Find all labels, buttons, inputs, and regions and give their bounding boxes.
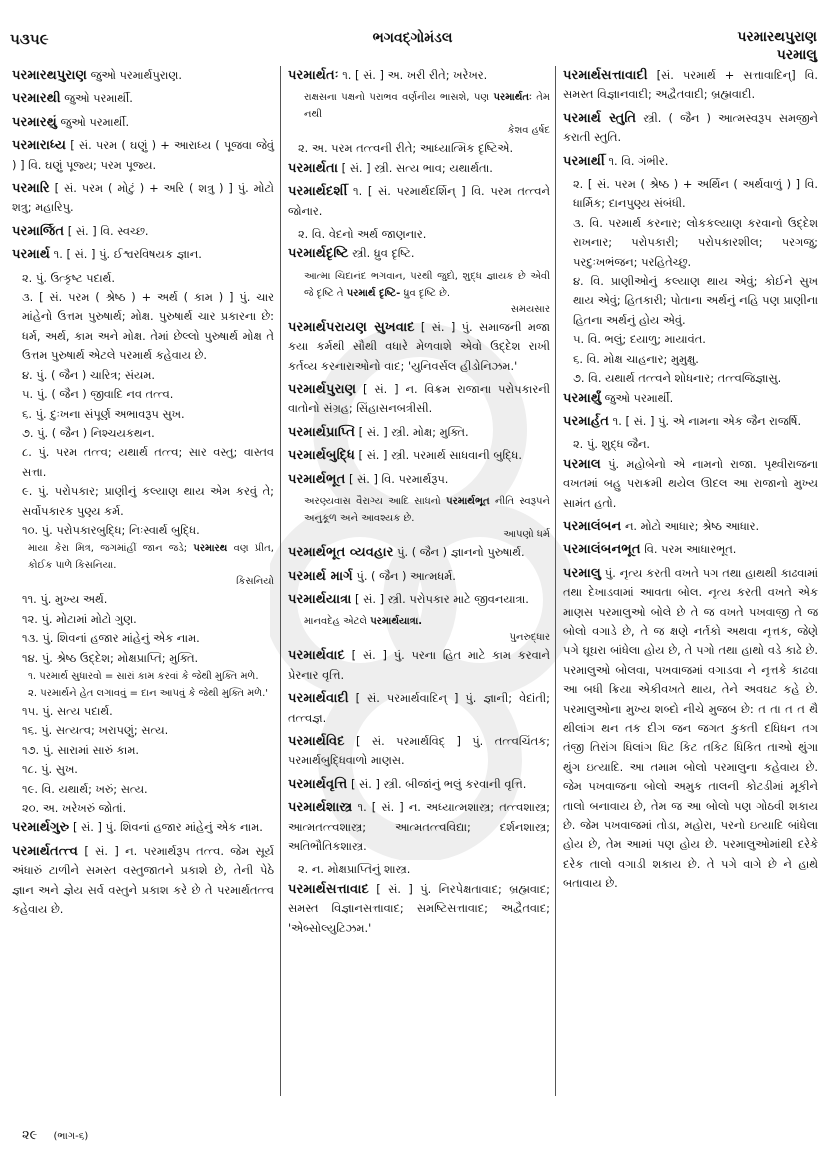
column-1 [12,66,274,923]
definition: [ સં. ] પું. નિરપેક્ષતાવાદ; બ્રહ્મવાદ; સમસ્ત વિજ્ઞાનસત્તાવાદ; સમષ્ટિસત્તાવાદ; અદ્વૈતવાદ; 'એબ્સોલ્યુટિઝમ.' [288,881,551,935]
headword: પરમાર્જિત [12,223,65,239]
dictionary-entry [12,842,274,920]
headword: પરમાર્થતા [288,160,339,176]
dictionary-entry [288,590,550,609]
headword: પરમાર્થભૂત વ્યવહાર [288,545,394,561]
headword: પરમારથપુરાણ [12,68,87,83]
column-3 [563,66,818,898]
definition: પું. મહોબેનો એ નામનો રાજા. પૃથ્વીરાજના વખતમાં બહુ પરાક્રમી થયેલ ઊદલ આ રાજાનો મુખ્ય સામંત હતો. [563,456,818,510]
definition: સ્ત્રી. ( જૈન ) આત્મસ્વરૂપ સમજીને કરાતી સ્તુતિ. [563,110,818,145]
dictionary-entry [563,389,818,408]
definition: [ સં. ] સ્ત્રી. પરમાર્થ સાધવાની બુદ્ધિ. [358,448,522,463]
quote-source: કિસનિયો [236,576,274,588]
headword: પરમાર્થતઃ [288,68,339,83]
dictionary-entry [563,455,818,513]
sense: ૧૫. પું. સત્ય પદાર્થ. [22,703,113,718]
guide-word-last: પરમાલુ [776,47,817,63]
headword: પરમારથું [12,114,57,130]
quote-text: અરણ્યવાસ વૈરાગ્ય આદિ સાધનો [304,496,441,508]
headword: પરમાર્થપુરાણ [288,382,357,398]
dictionary-entry [288,423,550,442]
definition: [ સં. પરમાર્થવિદ્ ] પું. તત્ત્વચિંતક; પરમાર્થબુદ્ધિવાળો માણસ. [288,733,551,768]
definition: [ સં. પરમ ( મોટું ) + અરિ ( શત્રુ ) ] પું. મોટો શત્રુ; મહારિપુ. [12,181,274,215]
column-2 [288,66,550,942]
sense: ૩. [ સં. પરમ ( શ્રેષ્ઠ ) + અર્થ ( કામ ) ] પું. ચાર માંહેનો ઉત્તમ પુરુષાર્થ; મોક્ષ. પુરુષાર્થ ચાર પ્રકારના છે: ધર્મ, અર્થ, કામ અને મોક્ષ. તેમાં છેલ્લો પુરુષાર્થ મોક્ષ તે ઉત્તમ પુરુષાર્થ એટલે પરમાર્થ કહેવાય છે. [22,290,274,363]
headword: પરમાર્થગુરુ [12,820,70,836]
quote-text: આત્મા ચિદાનંદ ભગવાન, પરથી જુદો, શુદ્ધ જ્ઞાયક છે એવી જે દૃષ્ટિ તે [304,270,550,299]
citation-quote [288,268,550,318]
definition: જુઓ પરમાર્થી. [60,114,130,129]
headword: પરમાર્થ [12,247,51,263]
definition: ન. મોટો આધાર; શ્રેષ્ઠ આધાર. [624,518,760,533]
dictionary-entry [12,179,274,218]
headword: પરમાર્થયાત્રા [288,591,352,607]
sheet-number: ૨૯ [22,1128,38,1143]
sense: ૫. પું. ( જૈન ) જીવાદિ નવ તત્ત્વ. [22,387,174,402]
dictionary-entry [288,775,550,794]
headword: પરમાર્થવિદ [288,733,345,749]
headword: પરમાલંબનભૂત [563,542,641,558]
definition: [સં. પરમાર્થ + સત્તાવાદિન્] વિ. સમસ્ત વિજ્ઞાનવાદી; અદ્વૈતવાદી; બ્રહ્મવાદી. [563,68,818,102]
column-divider [555,66,556,1096]
headword: પરમારથી [12,91,61,107]
dictionary-entry [288,732,550,771]
definition: ૧. [ સં. ] ન. અધ્યાત્મશાસ્ત્ર; તત્ત્વશાસ્ત્ર; આત્મતત્ત્વશાસ્ત્ર; આત્મતત્ત્વવિદ્યા; દર્શનશાસ્ત્ર; અતિભૌતિકશાસ્ત્ર. [288,800,550,853]
sense: ૧૪. પું. શ્રેષ્ઠ ઉદ્દેશ; મોક્ષપ્રાપ્તિ; મુક્તિ. [22,650,199,665]
definition: [ સં. ] સ્ત્રી. મોક્ષ; મુક્તિ. [358,424,469,439]
sense: ૨. વિ. વેદનો અર્થ જાણનાર. [298,227,427,242]
headword: પરમાર્થપરાયણ સુખવાદ [288,319,415,335]
definition: ૧. [ સં. પરમાર્થદર્શિન્ ] વિ. પરમ તત્ત્વને જોનાર. [288,184,550,218]
definition: [ સં. પરમ ( ઘણું ) + આરાધ્ય ( પૂજવા જેવું ) ] વિ. ઘણું પૂજ્ય; પરમ પૂજ્ય. [12,138,274,172]
citation-quote [288,89,550,139]
dictionary-entry [12,89,274,108]
volume-label: (ભાગ-૬) [53,1131,89,1142]
sense: ૭. વિ. યથાર્થ તત્ત્વને શોધનાર; તત્ત્વજિજ્ઞાસુ. [573,371,782,386]
quote-headword: પરમાર્થ દૃષ્ટિ- [346,287,401,299]
dictionary-entry [563,564,818,894]
headword: પરમાલંબન [563,518,622,534]
definition: [ સં. ] સ્ત્રી. પરોપકાર માટે જીવનયાત્રા. [355,591,529,606]
dictionary-entry [563,540,818,559]
quote-text: માનવદેહ એટલે [304,616,367,628]
sense: ૨. પું. ઉત્કૃષ્ટ પદાર્થ. [22,270,116,285]
dictionary-entry [288,318,550,376]
quote-text: વણ પ્રીત, કોઈક પાળે કિસનિયા. [28,543,274,572]
dictionary-entry [563,109,818,148]
headword: પરમાલુ [563,565,601,581]
citation-quote [288,493,550,543]
definition: [ સં. ] વિ. સ્વચ્છ. [67,223,149,238]
quote-text: નીતિ સ્વરૂપને અનુકૂળ અને આવશ્યક છે. [304,496,550,525]
page-footer [22,1128,88,1143]
dictionary-entry [12,113,274,132]
dictionary-entry [12,245,274,264]
sense: ૭. પું. ( જૈન ) નિશ્ચયકથન. [22,425,155,440]
headword: પરમાર્થવાદી [288,691,349,707]
headword: પરમાર્થદૃષ્ટિ [288,246,349,262]
sense: ૧૯. વિ. યથાર્થ; ખરું; સત્ય. [22,781,148,796]
sense: ૧૧. પું. મુખ્ય અર્થ. [22,592,108,607]
dictionary-entry [288,380,550,419]
sense: ૧૬. પું. સત્યત્વ; ખરાપણું; સત્ય. [22,723,169,738]
definition: પું. ( જૈન ) આત્મધર્મ. [356,568,456,583]
page-header [0,0,825,63]
headword: પરમાર્હત [563,413,610,429]
dictionary-entry [12,818,274,837]
sense: ૨૦. અ. ખરેખરું જોતાં. [22,801,127,815]
sense: ૧૨. પું. મોટામાં મોટો ગુણ. [22,611,137,626]
definition: ૧. [ સં. ] અ. ખરી રીતે; ખરેખર. [342,68,488,82]
guide-words [737,28,817,64]
dictionary-entry [288,543,550,562]
quote-text: માયા કેરા મિત્ર, જગમાંહીં જાન જડે; [28,543,188,555]
definition: પું. ( જૈન ) જ્ઞાનનો પુરુષાર્થ. [397,545,525,560]
quote-headword: પરમાર્થતઃ [493,92,532,104]
dictionary-entry [288,798,550,856]
definition: [ સં. ] સ્ત્રી. સત્ય ભાવ; યથાર્થતા. [341,160,493,175]
headword: પરમારાધ્ય [12,138,66,154]
definition: [ સં. પરમાર્થવાદિન્ ] પું. જ્ઞાની; વેદાંતી; તત્ત્વજ્ઞ. [288,691,550,725]
column-divider [280,66,281,1096]
definition: [ સં. ] પું. પરના હિત માટે કામ કરવાને પ્રેરનાર વૃત્તિ. [288,648,551,682]
headword: પરમાર્થવાદ [288,648,345,664]
idiom: ૨. પરમાર્થને હેત લગાવવું = દાન આપવું કે જેથી મુક્તિ મળે.' [28,687,269,699]
headword: પરમાલ [563,456,601,472]
dictionary-entry [288,159,550,178]
sense: ૧૩. પું. શિવનાં હજાર માંહેનું એક નામ. [22,631,200,646]
dictionary-entry [288,880,550,938]
headword: પરમાર્થપ્રાપ્તિ [288,424,356,440]
headword: પરમાર્થભૂત [288,471,346,487]
dictionary-entry [563,412,818,431]
headword: પરમાર્થું [563,390,602,406]
book-title: ભગવદ્ગોમંડલ [372,30,453,46]
sense: ૪. વિ. પ્રાણીઓનું કલ્યાણ થાય એવું; કોઈને સુખ થાય એવું; હિતકારી; પોતાના અર્થનું નહિ પણ પ્રાણીના હિતના અર્થનું હોય એવું. [573,274,818,327]
dictionary-entry [12,222,274,241]
sense: ૨. ન. મોક્ષપ્રાપ્તિનું શાસ્ત્ર. [298,862,411,877]
sense: ૨. અ. પરમ તત્ત્વની રીતે; આધ્યાત્મિક દૃષ્ટિએ. [298,141,514,156]
definition: [ સં. ] વિ. પરમાર્થરૂપ. [348,471,449,486]
dictionary-entry [288,66,550,85]
headword: પરમાર્થદર્શી [288,184,348,200]
dictionary-entry [288,567,550,586]
dictionary-entry [563,152,818,171]
sense: ૫. વિ. ભલું; દયાળુ; માયાવંત. [573,332,706,347]
definition: ૧. [ સં. ] પું. એ નામના એક જૈન રાજર્ષિ. [612,413,802,428]
dictionary-entry [563,517,818,536]
headword: પરમાર્થતત્ત્વ [12,843,79,859]
quote-headword: પરમાર્થયાત્રા. [370,616,423,628]
quote-text: રાક્ષસના પક્ષનો પરાભવ વર્ણનીય ભાસશે, પણ [304,92,490,104]
definition: [ સં. ] ન. પરમાર્થરૂપ તત્ત્વ. જેમ સૂર્ય અંધારું ટાળીને સમસ્ત વસ્તુજાતને પ્રકાશે છે, તેની પેઠે જ્ઞાન અને જ્ઞેય સર્વ વસ્તુને પ્રકાશ કરે છે તે પરમાર્થતત્ત્વ કહેવાય છે. [12,843,275,917]
quote-source: પુનરુદ્ધાર [509,632,550,644]
headword: પરમાર્થવૃત્તિ [288,776,348,792]
dictionary-entry [288,244,550,263]
headword: પરમાર્થી [563,153,605,169]
definition: ૧. વિ. ગંભીર. [608,153,669,168]
definition: [ સં. ] પું. શિવનાં હજાર માંહેનું એક નામ. [72,820,263,835]
definition: જુઓ પરમાર્થપુરાણ. [90,68,182,82]
headword: પરમાર્થ સ્તુતિ [563,110,637,126]
sense: ૨. [ સં. પરમ ( શ્રેષ્ઠ ) + અર્થિન ( અર્થવાળું ) ] વિ. ધાર્મિક; દાનપુણ્ય સંબંધી. [573,177,818,211]
quote-headword: પરમારથ [193,543,228,555]
guide-word-first: પરમારથપુરાણ [737,29,817,45]
headword: પરમાર્થબુદ્ધિ [288,448,355,464]
quote-text: તેમ નથી [304,92,550,121]
sense: ૯. પું. પરોપકાર; પ્રાણીનું કલ્યાણ થાય એમ કરવું તે; સર્વોપકારક પુણ્ય કર્મ. [22,484,274,518]
citation-quote [288,613,550,646]
sense: ૬. પું. દુઃખના સંપૂર્ણ અભાવરૂપ સુખ. [22,406,185,421]
definition: પું. નૃત્ય કરતી વખતે પગ તથા હાથથી કાઢવામાં તથા દેખાડવામાં આવતા બોલ. નૃત્ય કરતી વખતે એક માણસ પરમાલુઓ બોલે છે તે જ વખતે પખવાજી તે જ બોલો વગાડે છે, તે જ ક્ષણે નર્તકો અથવા નૃત્તક, જેણે પગે ઘૂઘરા બાંધેલા હોય છે, તે પગો તથા હાથો વડે કાઢે છે. પરમાલુઓ બોલવા, પખવાજમાં વગાડવા ને નૃત્તકે કાઢવા આ બધી ક્રિયા એકીવખતે થાય, તેને અવઘટ કહે છે. પરમાલુઓના મુખ્ય શબ્દો નીચે મુજબ છે: ત તા ત ત થૈ થીલાંગ થન તક દીગ જન જગત કુકતી દધિધન તગ તંજી તિરાંગ ધિલાંગ ધિટ કિટ તકિટ ધિકિત તાઓ થુંગા થુંગ ઇત્યાદિ. આ તમામ બોલો પરમાલુના કહેવાય છે. જેમ પખવાજના બોલો અમુક તાલની કોટડીમાં મૂકીને તાલો બનાવાય છે, તેમ જ આ બોલો પણ ગોઠવી શકાય છે. જેમ પખવાજમાં તોડા, મહોરા, પરનો ઇત્યાદિ બાંધેલા હોય છે, તેમ આમાં પણ હોય છે. પરમાલુઓમાંથી દરેકે દરેક તાલો વગાડી શકાય છે. તે પગે વાગે છે ને હાથે બતાવાય છે. [563,565,819,891]
headword: પરમાર્થશાસ્ત્ર [288,800,353,816]
quote-source: કેશવ હર્ષદ [507,125,550,137]
dictionary-entry [288,182,550,221]
sense: ૬. વિ. મોક્ષ ચાહનાર; મુમુક્ષુ. [573,351,699,366]
quote-text: ધ્રુવ દૃષ્ટિ છે. [403,287,451,299]
dictionary-entry [288,646,550,685]
sense: ૨. પું. શુદ્ધ જૈન. [573,437,651,452]
sense: ૧૮. પું. સુખ. [22,762,78,777]
dictionary-entry [12,136,274,175]
sense: ૪. પું. ( જૈન ) ચારિત્ર; સંયમ. [22,367,155,382]
headword: પરમારિ [12,181,50,197]
sense: ૧૦. પું. પરોપકારબુદ્ધિ; નિઃસ્વાર્થ બુદ્ધિ. [22,522,200,537]
definition: [ સં. ] સ્ત્રી. બીજાંનું ભલું કરવાની વૃત્તિ. [350,776,527,791]
quote-source: સમયસાર [510,303,550,315]
idiom: ૧. પરમાર્થ સુધારવો = સારાં કામ કરવાં કે જેથી મુક્તિ મળે. [28,670,259,682]
citation-quote [12,540,274,590]
definition: [ સં. ] પું. સમાજની મજા કયા કર્મથી સૌથી વધારે મેળવાશે એવો ઉદ્દેશ રાખી કર્તવ્ય કરનારાઓનો વાદ; 'યુનિવર્સલ હીડોનિઝમ.' [288,319,550,373]
sense: ૮. પું. પરમ તત્ત્વ; યથાર્થ તત્ત્વ; સાર વસ્તુ; વાસ્તવ સત્તા. [22,445,274,479]
dictionary-entry [12,66,274,85]
quote-headword: પરમાર્થભૂત [446,496,490,508]
definition: સ્ત્રી. ધ્રુવ દૃષ્ટિ. [352,246,415,261]
definition: વિ. પરમ આધારભૂત. [644,542,737,557]
definition: ૧. [ સં. ] પું. ઈશ્વરવિષયક જ્ઞાન. [53,247,202,262]
quote-source: આપણો ધર્મ [503,529,550,541]
headword: પરમાર્થસત્તાવાદ [288,881,369,897]
page-number: ૫૩૫૯ [10,30,49,48]
definition: જુઓ પરમાર્થી. [604,390,674,405]
dictionary-entry [288,470,550,489]
headword: પરમાર્થસત્તાવાદી [563,68,648,83]
sense: ૧૭. પું. સારામાં સારું કામ. [22,742,140,757]
sense: ૩. વિ. પરમાર્થ કરનાર; લોકકલ્યાણ કરવાનો ઉદ્દેશ રાખનાર; પરોપકારી; પરોપકારશીલ; પરગજુ; પરદુઃખભંજન; પરહિતેચ્છુ. [573,215,818,269]
definition: જુઓ પરમાર્થી. [64,91,133,106]
dictionary-entry [288,446,550,465]
headword: પરમાર્થ માર્ગ [288,568,353,584]
dictionary-entry [563,66,818,105]
dictionary-entry [288,689,550,728]
definition: [ સં. ] ન. વિક્રમ રાજાના પરોપકારની વાતોનો સંગ્રહ; સિંહાસનબત્રીસી. [288,382,551,416]
